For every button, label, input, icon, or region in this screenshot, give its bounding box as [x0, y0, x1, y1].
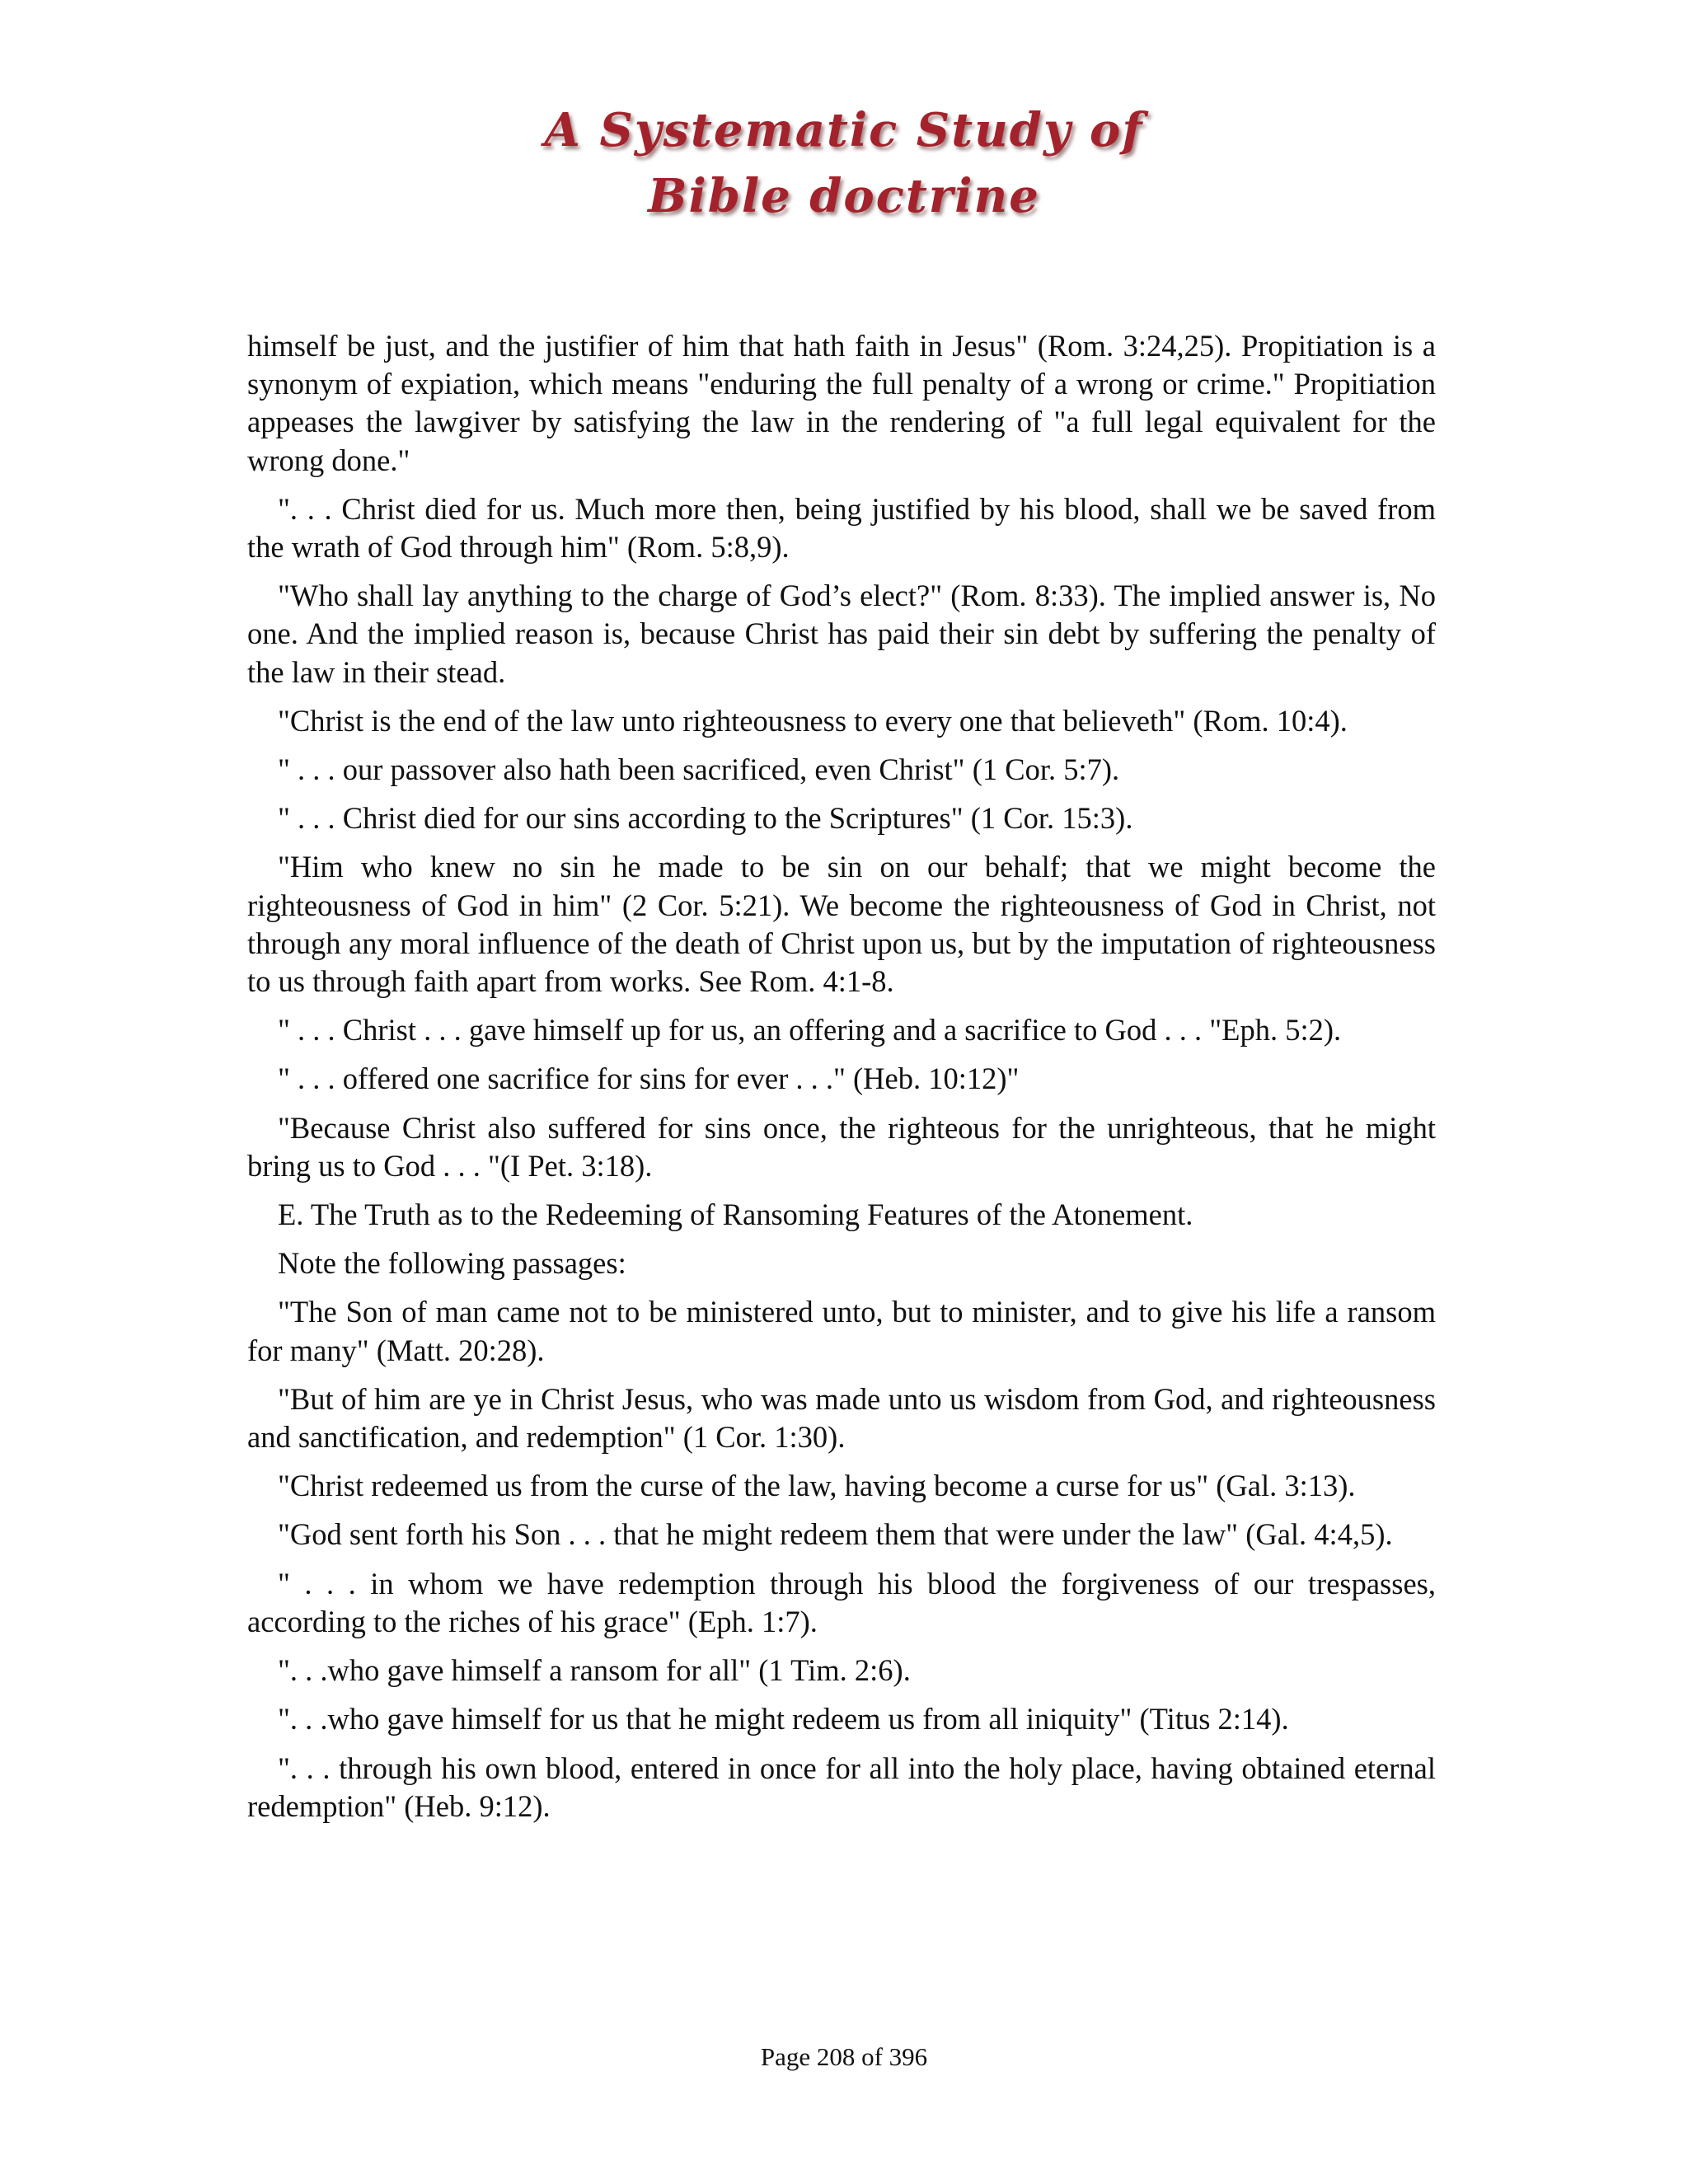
- paragraph: " . . . in whom we have redemption through his blood the forgiveness of our trespasses, according to the riches of his grace" (Eph. 1:7).: [247, 1566, 1436, 1638]
- paragraph: ". . . through his own blood, entered in once for all into the holy place, having obtained eternal redemption" (Heb. 9:12).: [247, 1750, 1436, 1823]
- paragraph: " . . . offered one sacrifice for sins for ever . . ." (Heb. 10:12)": [278, 1062, 1020, 1096]
- paragraph: "Him who knew no sin he made to be sin on our behalf; that we might become the righteousness of God in him" (2 Cor. 5:21). We become the righteousness of God in Christ, not through any moral influence of the death of Christ upon us, but by the imputation of righteousness to us through faith apart from works. See Rom. 4:1-8.: [247, 850, 1436, 999]
- paragraph: Note the following passages:: [278, 1246, 626, 1281]
- paragraph: "Who shall lay anything to the charge of God’s elect?" (Rom. 8:33). The implied answer is, No one. And the implied reason is, because Christ has paid their sin debt by suffering the penalty of the law in their stead.: [247, 579, 1436, 689]
- paragraph: " . . . Christ . . . gave himself up for us, an offering and a sacrifice to God . . . "Eph. 5:2).: [278, 1013, 1342, 1047]
- paragraph: "But of him are ye in Christ Jesus, who was made unto us wisdom from God, and righteousness and sanctification, and redemption" (1 Cor. 1:30).: [247, 1381, 1436, 1455]
- paragraph: " . . . our passover also hath been sacrificed, even Christ" (1 Cor. 5:7).: [278, 752, 1120, 787]
- paragraph: "Because Christ also suffered for sins once, the righteous for the unrighteous, that he might bring us to God . . . "(I Pet. 3:18).: [247, 1110, 1436, 1183]
- paragraph: himself be just, and the justifier of him that hath faith in Jesus" (Rom. 3:24,25). Propitiation is a synonym of expiation, which means "enduring the full penalty of a wrong or crime." Propitiation appeases the lawgiver by satisfying the law in the rendering of "a full legal equivalent for the wrong done.": [247, 329, 1436, 477]
- paragraph: "The Son of man came not to be ministered unto, but to minister, and to give his life a ransom for many" (Matt. 20:28).: [247, 1295, 1436, 1367]
- body-text: [247, 327, 1436, 1836]
- page-header: [0, 97, 1688, 229]
- paragraph: "Christ redeemed us from the curse of the law, having become a curse for us" (Gal. 3:13).: [278, 1469, 1356, 1503]
- page-number: Page 208 of 396: [760, 2042, 928, 2071]
- paragraph: "God sent forth his Son . . . that he might redeem them that were under the law" (Gal. 4:4,5).: [278, 1517, 1393, 1552]
- title-line-2: Bible doctrine: [648, 169, 1040, 223]
- paragraph: "Christ is the end of the law unto righteousness to every one that believeth" (Rom. 10:4).: [278, 703, 1348, 738]
- section-heading: E. The Truth as to the Redeeming of Ransoming Features of the Atonement.: [278, 1197, 1193, 1232]
- paragraph: ". . .who gave himself a ransom for all" (1 Tim. 2:6).: [278, 1653, 911, 1688]
- paragraph: " . . . Christ died for our sins according to the Scriptures" (1 Cor. 15:3).: [278, 801, 1133, 836]
- paragraph: ". . .who gave himself for us that he might redeem us from all iniquity" (Titus 2:14).: [278, 1702, 1289, 1736]
- title-line-1: A Systematic Study of: [544, 103, 1144, 157]
- paragraph: ". . . Christ died for us. Much more then, being justified by his blood, shall we be saved from the wrath of God through him" (Rom. 5:8,9).: [247, 491, 1436, 565]
